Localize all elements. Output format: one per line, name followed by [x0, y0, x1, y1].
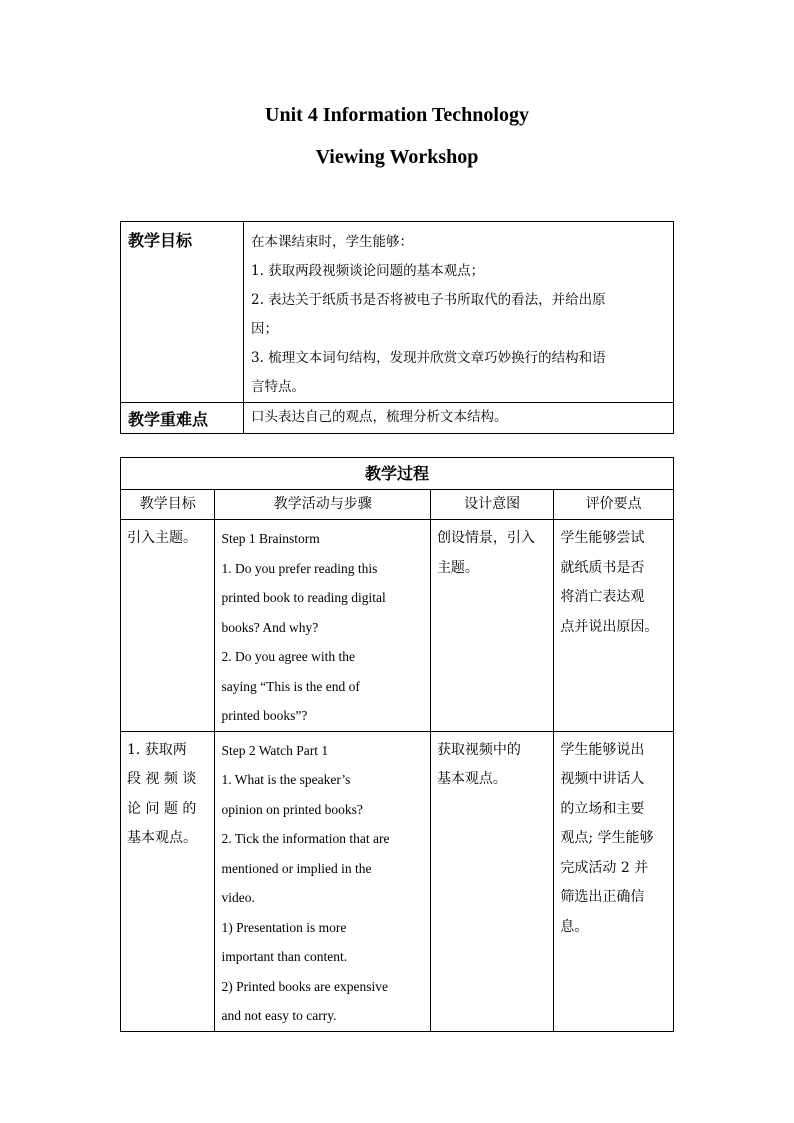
step2-evaluation-line: 息。: [560, 918, 589, 935]
step2-activity-line: Step 2 Watch Part 1: [221, 742, 329, 758]
step2-goal-line: 1. 获取两: [127, 741, 187, 758]
step2-activity-line: and not easy to carry.: [221, 1008, 337, 1023]
objectives-table: [120, 221, 674, 434]
process-header-row: [121, 490, 674, 520]
goal-label: 教学目标: [121, 222, 244, 403]
step2-evaluation-line: 视频中讲话人: [560, 771, 645, 787]
step2-evaluation-line: 完成活动 2 并: [560, 859, 649, 876]
process-row-step2: [121, 731, 674, 1031]
step2-intent-line: 基本观点。: [436, 771, 507, 787]
process-row-step1: [121, 520, 674, 732]
step2-activity-line: mentioned or implied in the: [221, 860, 372, 876]
step1-evaluation-line: 就纸质书是否: [560, 559, 645, 576]
step2-activity-line: opinion on printed books?: [221, 801, 363, 817]
goal-line: 言特点。: [251, 379, 305, 395]
header-evaluation: 评价要点: [554, 490, 674, 520]
step2-intent-line: 获取视频中的: [436, 741, 521, 758]
step2-activity-line: video.: [221, 890, 255, 905]
step2-goal-line: 基本观点。: [127, 830, 197, 846]
step1-evaluation-line: 学生能够尝试: [560, 530, 645, 546]
step2-activity-line: 2. Tick the information that are: [221, 831, 390, 846]
goal-content: [244, 222, 674, 403]
step1-evaluation: [554, 520, 674, 732]
process-caption: 教学过程: [121, 458, 674, 490]
step2-evaluation-line: 观点; 学生能够: [560, 830, 654, 846]
step2-goal-line: 段 视 频 谈: [127, 771, 197, 787]
step1-activity-line: saying “This is the end of: [221, 678, 360, 694]
step1-activity-line: 2. Do you agree with the: [221, 649, 355, 664]
goal-line: 2. 表达关于纸质书是否将被电子书所取代的看法，并给出原: [251, 292, 606, 308]
goal-line: 3. 梳理文本词句结构，发现并欣赏文章巧妙换行的结构和语: [251, 350, 606, 366]
step1-evaluation-line: 点并说出原因。: [560, 618, 659, 635]
step2-evaluation-line: 学生能够说出: [560, 741, 645, 758]
key-points-content: 口头表达自己的观点，梳理分析文本结构。: [244, 403, 674, 434]
process-caption-row: [121, 458, 674, 490]
goal-line: 在本课结束时，学生能够：: [251, 234, 413, 250]
step2-activity-line: 1) Presentation is more: [221, 919, 347, 935]
goal-line: 1. 获取两段视频谈论问题的基本观点；: [251, 263, 485, 279]
step2-intent: [430, 731, 553, 1031]
step1-evaluation-line: 将消亡表达观: [560, 589, 645, 605]
step1-goal-line: 引入主题。: [127, 530, 197, 546]
process-table: [120, 457, 674, 1032]
step1-goal: [121, 520, 215, 732]
step2-activity-line: 1. What is the speaker’s: [221, 772, 351, 787]
document-subtitle: Viewing Workshop: [315, 146, 479, 168]
step2-goal-line: 论 问 题 的: [127, 800, 197, 817]
header-activity: 教学活动与步骤: [215, 490, 430, 520]
document-title: Unit 4 Information Technology: [265, 104, 529, 126]
step2-evaluation-line: 筛选出正确信: [560, 889, 645, 905]
step1-activity-line: 1. Do you prefer reading this: [221, 560, 378, 576]
step2-evaluation-line: 的立场和主要: [560, 800, 645, 817]
step1-activity-line: books? And why?: [221, 619, 319, 635]
step2-evaluation: [554, 731, 674, 1031]
step1-intent-line: 主题。: [436, 559, 479, 576]
step1-activity-line: printed book to reading digital: [221, 590, 386, 605]
step2-activity-line: important than content.: [221, 949, 348, 964]
key-points-label: 教学重难点: [121, 403, 244, 434]
objectives-row: [121, 222, 674, 403]
step1-activity-line: Step 1 Brainstorm: [221, 531, 320, 546]
key-points-row: [121, 403, 674, 434]
step1-activity-line: printed books”?: [221, 708, 308, 723]
step1-activity: [215, 520, 430, 732]
step2-activity: [215, 731, 430, 1031]
goal-line: 因；: [251, 321, 278, 337]
header-intent: 设计意图: [430, 490, 553, 520]
header-goal: 教学目标: [121, 490, 215, 520]
step1-intent-line: 创设情景，引入: [436, 530, 535, 546]
step2-activity-line: 2) Printed books are expensive: [221, 978, 388, 994]
step2-goal: [121, 731, 215, 1031]
step1-intent: [430, 520, 553, 732]
